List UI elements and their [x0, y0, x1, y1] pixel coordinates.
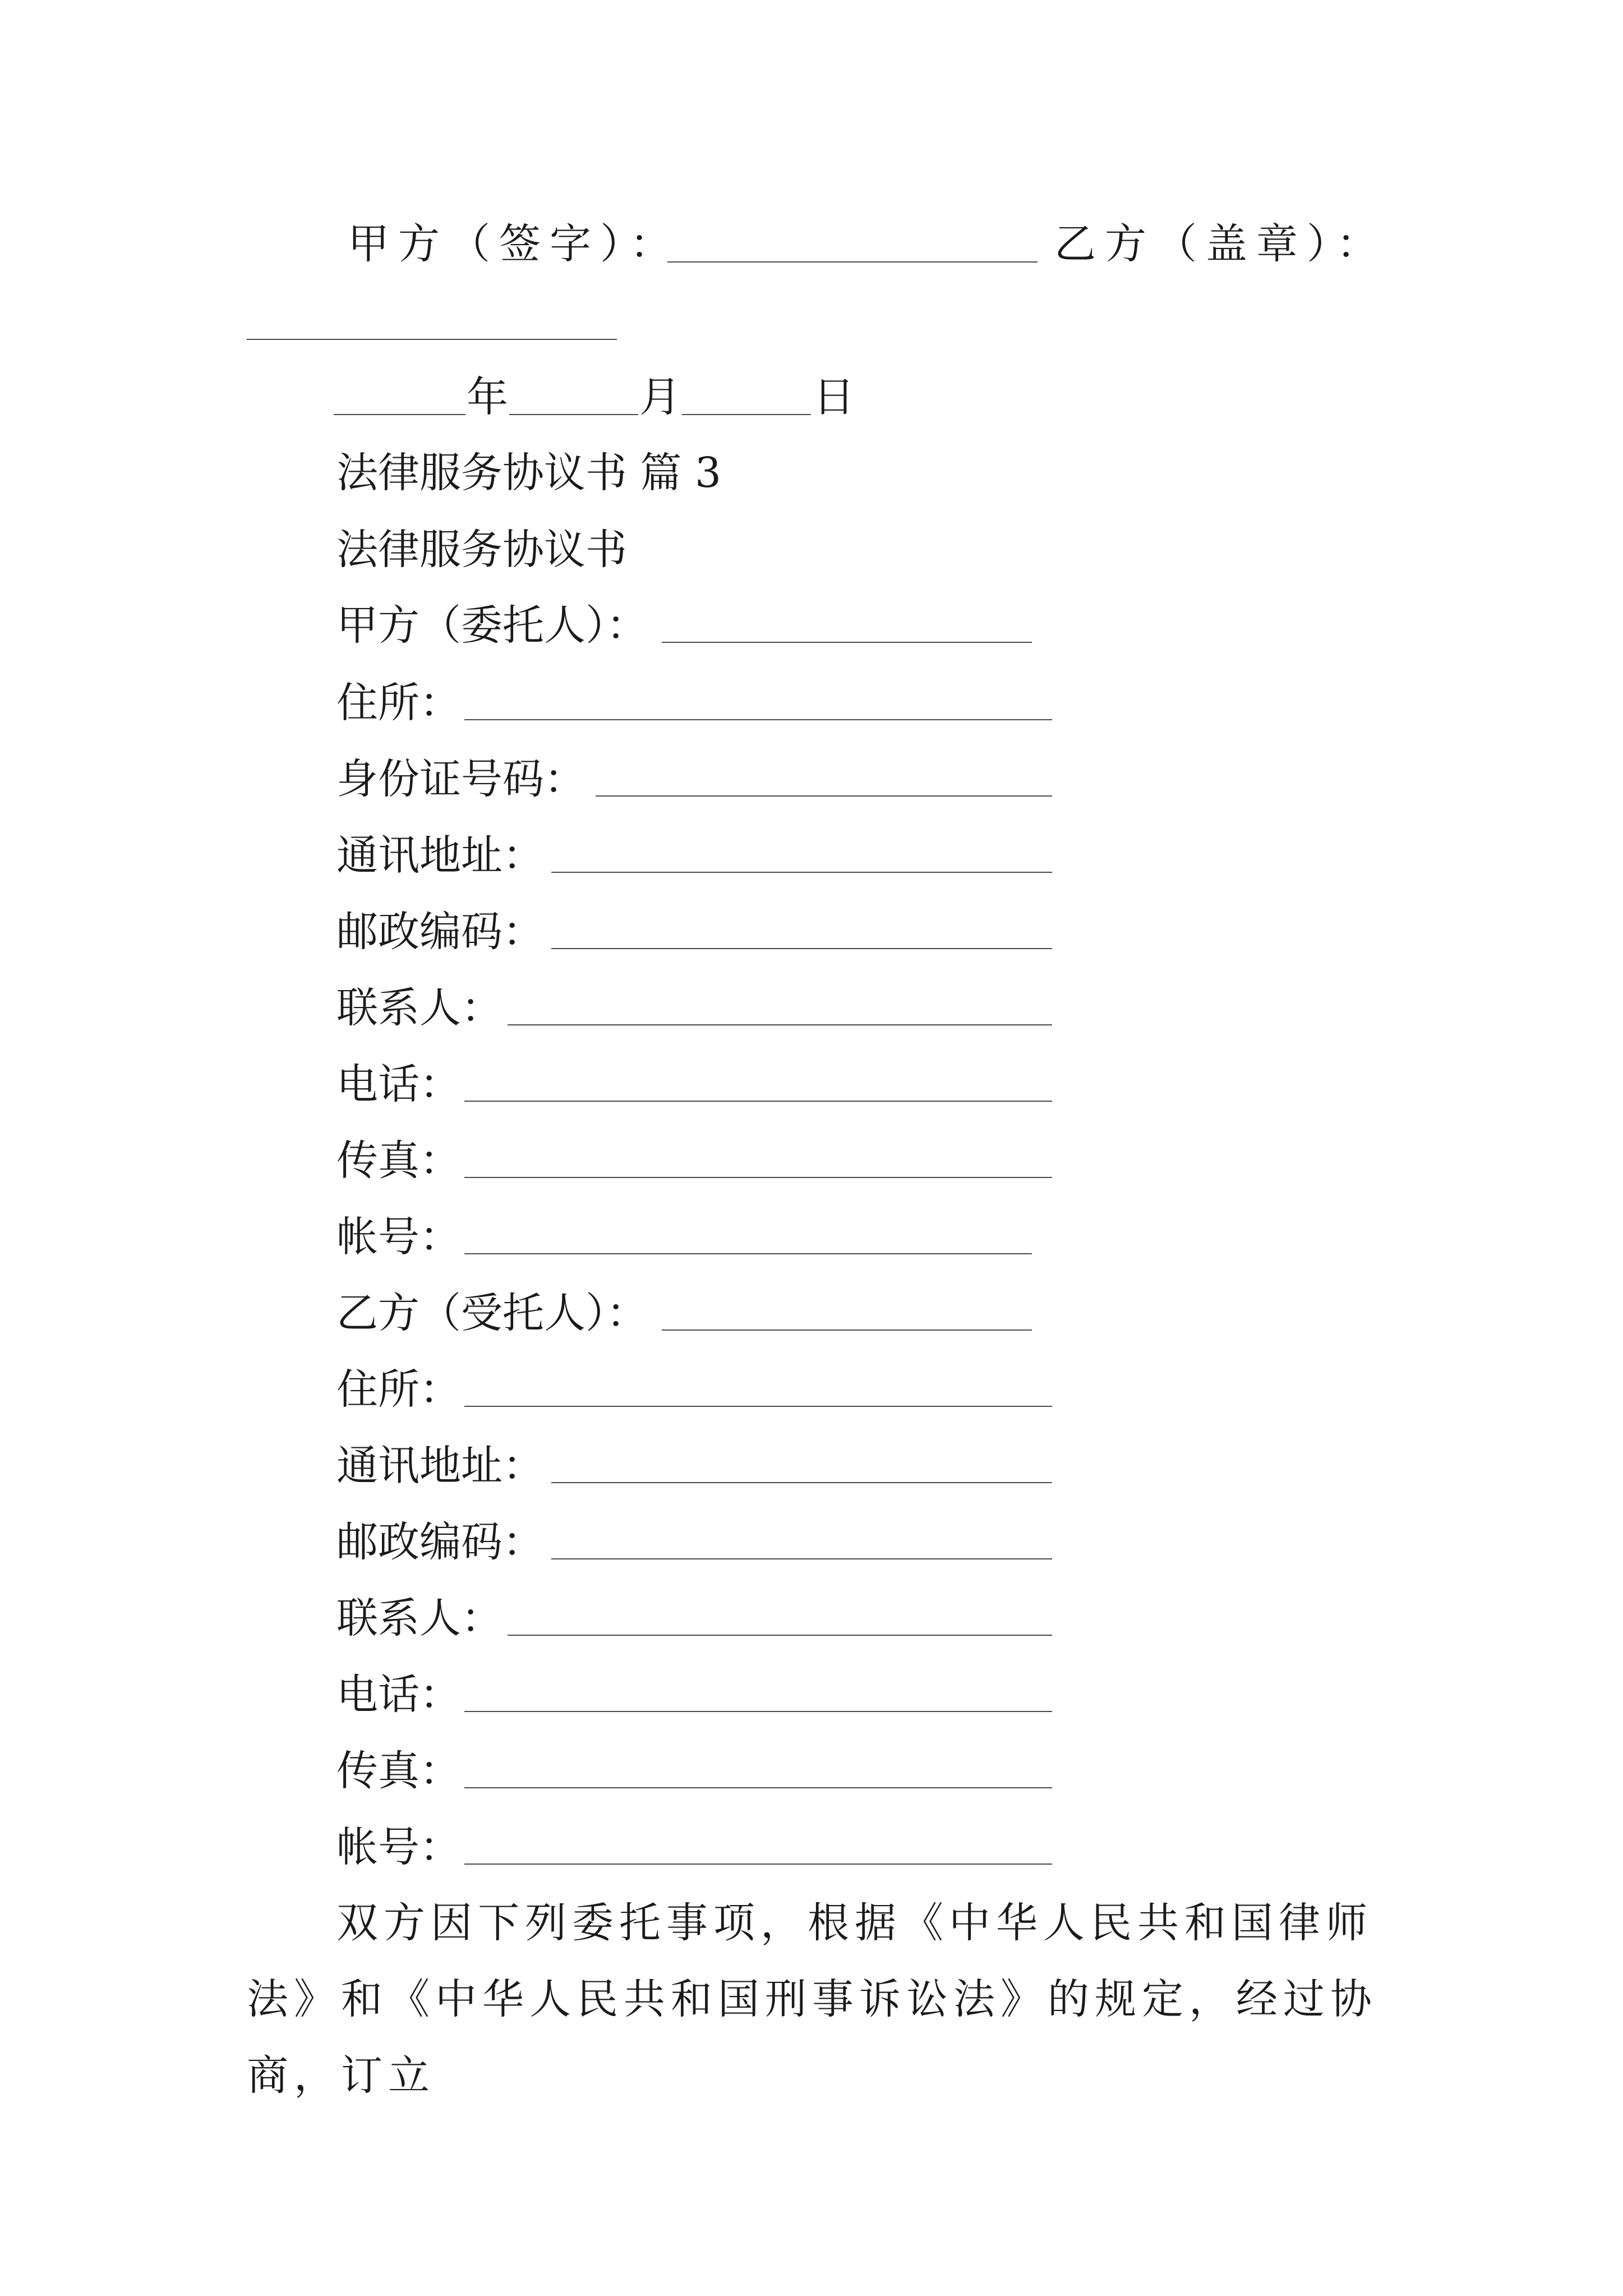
party-a-postcode-label: 邮政编码： — [336, 908, 544, 956]
party-b-name-blank — [662, 1329, 1032, 1331]
party-b-seal-blank — [247, 339, 617, 340]
party-b-phone-blank — [464, 1711, 1052, 1712]
day-label: 日 — [813, 373, 855, 421]
day-blank — [682, 414, 811, 415]
month-label: 月 — [639, 373, 681, 421]
party-a-signature-blank — [667, 261, 1038, 263]
party-a-mailing-address-label: 通讯地址： — [336, 831, 544, 880]
party-b-account-label: 帐号： — [336, 1823, 461, 1871]
year-label: 年 — [467, 373, 508, 421]
party-b-phone-label: 电话： — [336, 1671, 461, 1719]
party-a-fax-blank — [464, 1177, 1052, 1178]
party-b-contact-blank — [508, 1635, 1052, 1636]
party-b-mailing-address-blank — [551, 1482, 1052, 1483]
party-b-contact-label: 联系人： — [336, 1594, 502, 1642]
party-b-heading: 乙方（受托人）： — [336, 1289, 648, 1337]
party-b-account-blank — [464, 1864, 1052, 1865]
party-a-id-number-blank — [596, 795, 1052, 797]
party-a-account-label: 帐号： — [336, 1213, 461, 1261]
month-blank — [509, 414, 638, 415]
party-a-heading: 甲方（委托人）： — [336, 601, 648, 650]
party-b-fax-label: 传真： — [336, 1747, 461, 1795]
party-b-mailing-address-label: 通讯地址： — [336, 1442, 544, 1490]
party-a-mailing-address-blank — [551, 872, 1052, 873]
party-b-address-label: 住所： — [336, 1365, 461, 1414]
party-b-postcode-blank — [551, 1558, 1052, 1559]
party-b-fax-blank — [464, 1787, 1052, 1788]
agreement-preamble-paragraph: 双方因下列委托事项，根据《中华人民共和国律师法》和《中华人民共和国刑事诉讼法》的规定，经过协商，订立 — [247, 1899, 1377, 2100]
year-blank — [334, 414, 465, 415]
party-a-postcode-blank — [551, 948, 1052, 949]
party-b-address-blank — [464, 1406, 1052, 1407]
document-title: 法律服务协议书 — [336, 526, 627, 574]
section-title: 法律服务协议书 篇 3 — [336, 449, 722, 497]
party-b-postcode-label: 邮政编码： — [336, 1518, 544, 1566]
party-b-seal-label: 乙方（盖章）： — [1054, 220, 1387, 268]
party-a-phone-blank — [464, 1101, 1052, 1102]
party-a-contact-label: 联系人： — [336, 984, 502, 1032]
party-a-name-blank — [662, 642, 1032, 643]
party-a-account-blank — [464, 1253, 1032, 1254]
party-a-contact-blank — [508, 1024, 1052, 1025]
party-a-phone-label: 电话： — [336, 1060, 461, 1108]
party-a-fax-label: 传真： — [336, 1137, 461, 1185]
party-a-signature-label: 甲方（签字）： — [348, 220, 680, 268]
party-a-id-number-label: 身份证号码： — [336, 755, 585, 803]
party-a-address-label: 住所： — [336, 679, 461, 727]
party-a-address-blank — [464, 719, 1052, 720]
